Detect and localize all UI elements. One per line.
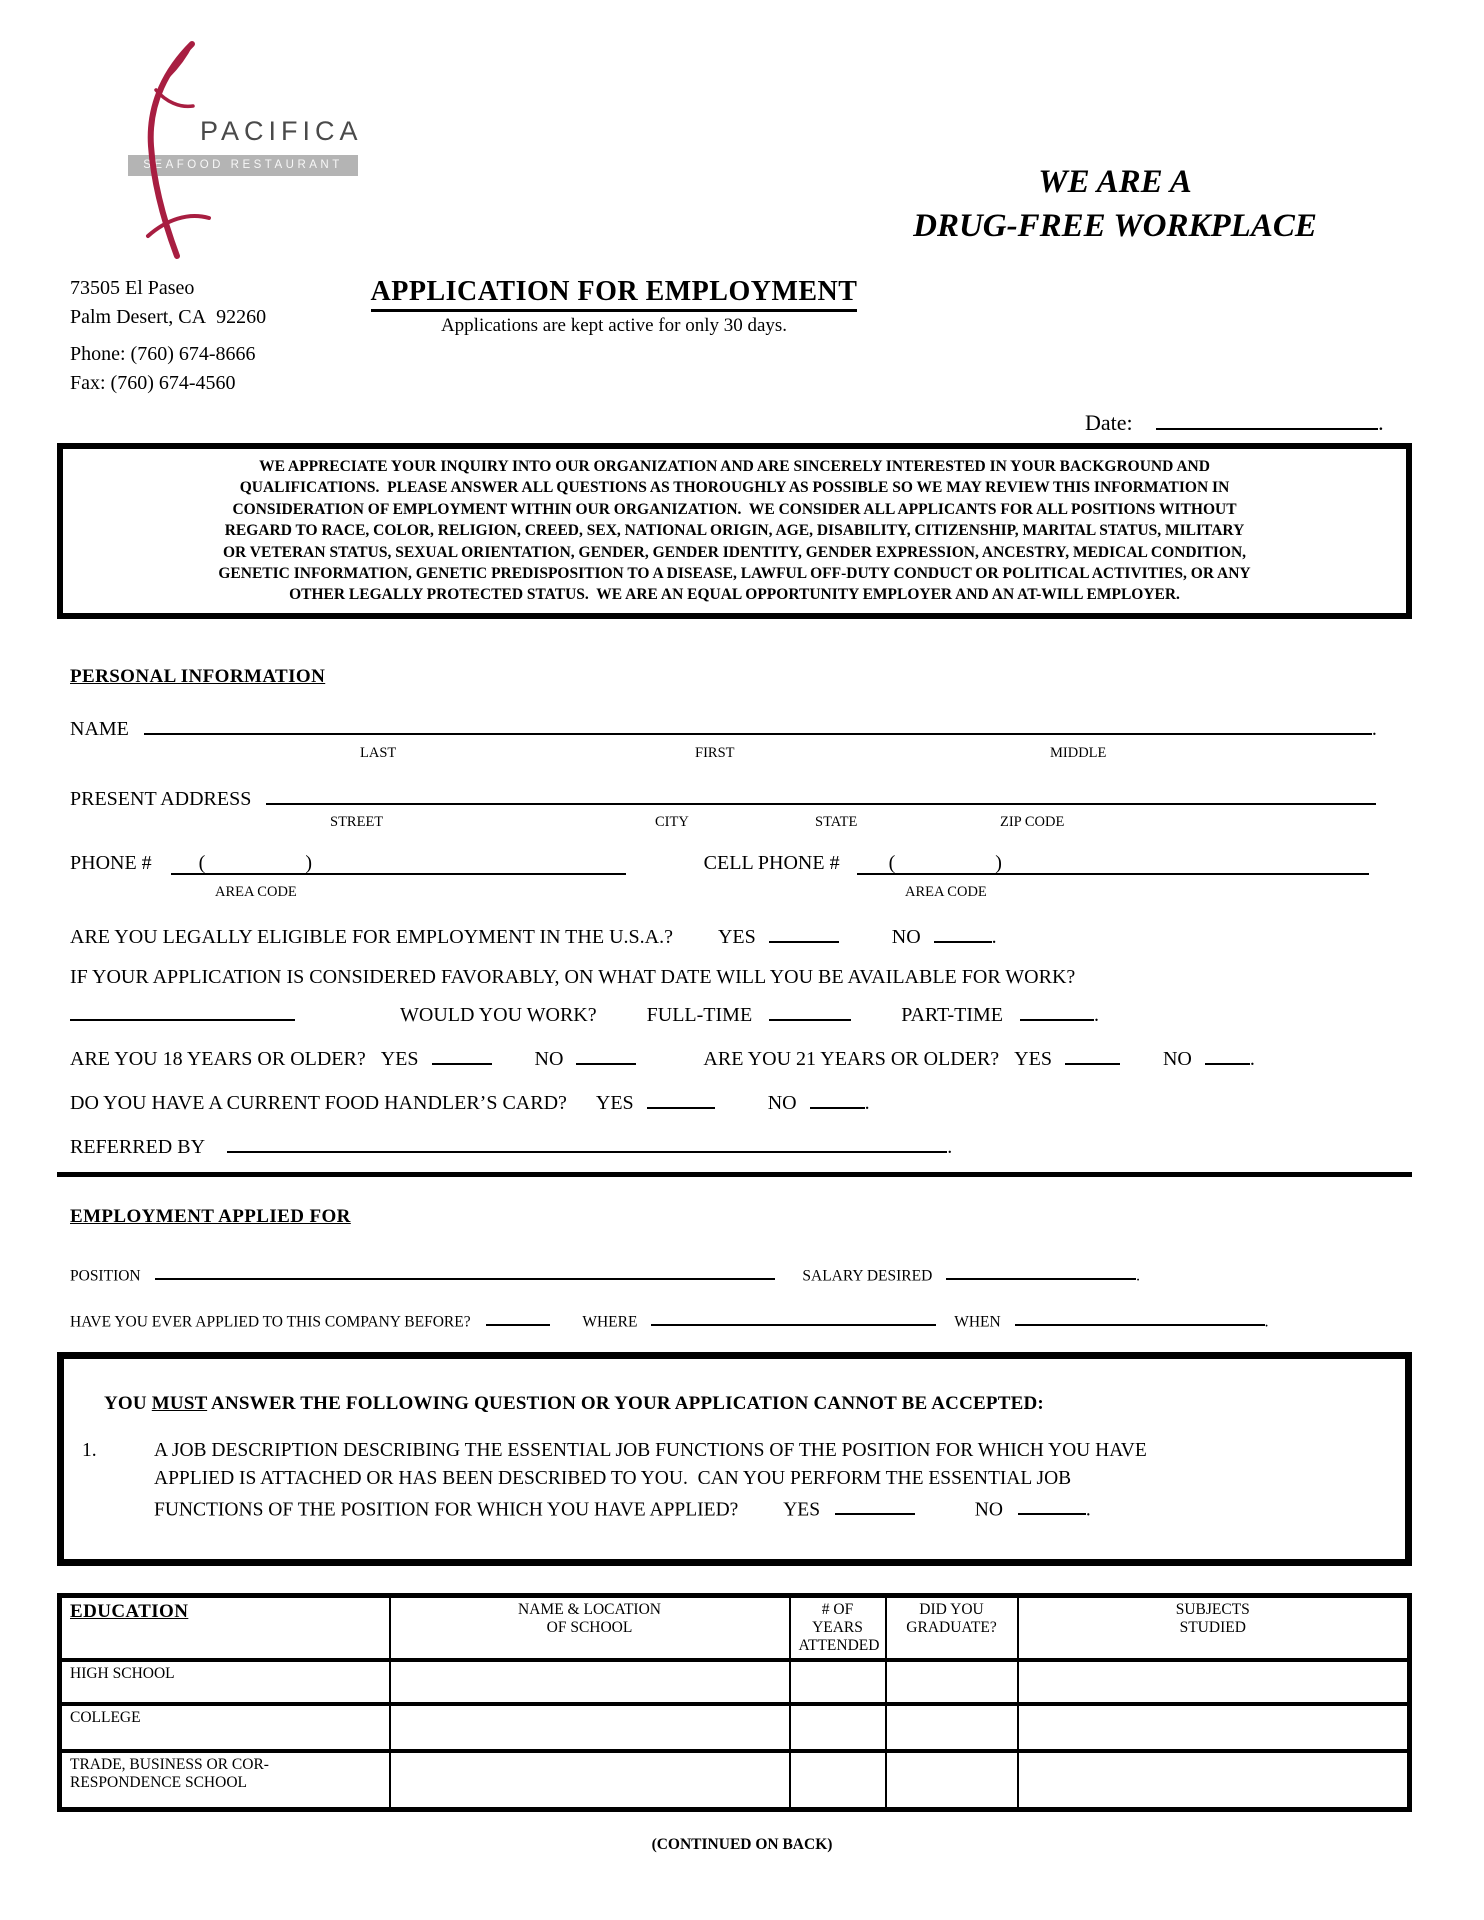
- age21-yes-blank[interactable]: [1065, 1042, 1120, 1065]
- row-label-trade-line2: RESPONDENCE SCHOOL: [70, 1774, 247, 1791]
- education-cell-trade-school[interactable]: [390, 1751, 790, 1809]
- age18-question: ARE YOU 18 YEARS OR OLDER?: [70, 1048, 366, 1070]
- notice-line: WE APPRECIATE YOUR INQUIRY INTO OUR ORGANIZATION AND ARE SINCERELY INTERESTED IN YOUR BACKGROUND AND: [259, 458, 1210, 475]
- present-address-field-blank[interactable]: [266, 782, 1376, 805]
- banner-line1: WE ARE A: [1038, 164, 1192, 200]
- date-label: Date:: [1085, 410, 1133, 436]
- must-item-line3: [154, 1493, 1375, 1524]
- education-cell-trade-subjects[interactable]: [1018, 1751, 1410, 1809]
- cell-paren-close: ): [995, 852, 1002, 874]
- cell-phone-label: CELL PHONE #: [703, 852, 840, 874]
- education-cell-college-school[interactable]: [390, 1704, 790, 1751]
- food-period: .: [864, 1092, 870, 1114]
- row-label-high-school: [60, 1660, 390, 1704]
- notice-line: OTHER LEGALLY PROTECTED STATUS. WE ARE AN EQUAL OPPORTUNITY EMPLOYER AND AN AT-WILL EMPLOYER.: [289, 586, 1180, 604]
- where-label: WHERE: [582, 1313, 638, 1331]
- eligible-no-blank[interactable]: [934, 920, 992, 943]
- employment-heading: EMPLOYMENT APPLIED FOR: [70, 1206, 351, 1227]
- state-sublabel: STATE: [815, 814, 858, 830]
- age18-yes-blank[interactable]: [432, 1042, 492, 1065]
- available-question: IF YOUR APPLICATION IS CONSIDERED FAVORABLY, ON WHAT DATE WILL YOU BE AVAILABLE FOR WORK?: [70, 966, 1076, 988]
- col-header-school-line2: OF SCHOOL: [546, 1619, 633, 1636]
- notice-line: REGARD TO RACE, COLOR, RELIGION, CREED, SEX, NATIONAL ORIGIN, AGE, DISABILITY, CITIZENSHIP, MARITAL STATUS, MILITARY: [224, 522, 1245, 540]
- last-name-sublabel: LAST: [360, 745, 397, 761]
- logo-wordmark: PACIFICA: [200, 116, 363, 146]
- salary-blank[interactable]: [946, 1262, 1136, 1280]
- age21-yes-label: YES: [1014, 1048, 1052, 1070]
- phone-paren-close: ): [305, 852, 313, 874]
- age21-no-blank[interactable]: [1205, 1042, 1250, 1065]
- food-handler-question: DO YOU HAVE A CURRENT FOOD HANDLER’S CARD?: [70, 1092, 567, 1114]
- education-heading-cell: [60, 1596, 390, 1661]
- continued-on-back-note: (CONTINUED ON BACK): [651, 1836, 833, 1853]
- zip-sublabel: ZIP CODE: [1000, 814, 1065, 830]
- col-header-school-line1: NAME & LOCATION: [518, 1601, 661, 1618]
- must-item-number: 1.: [82, 1440, 97, 1461]
- applied-period: .: [1264, 1313, 1269, 1331]
- food-no-label: NO: [767, 1092, 797, 1114]
- col-header-years: [790, 1596, 886, 1661]
- age21-question: ARE YOU 21 YEARS OR OLDER?: [703, 1048, 1000, 1070]
- row-label-high-school-line1: HIGH SCHOOL: [70, 1665, 175, 1682]
- age-row: [70, 1042, 1255, 1071]
- personal-info-heading: PERSONAL INFORMATION: [70, 666, 326, 687]
- street-sublabel: STREET: [330, 814, 384, 830]
- logo-tagline-bar: SEAFOOD RESTAURANT: [128, 155, 358, 176]
- food-handler-row: [70, 1086, 870, 1115]
- col-header-subjects: [1018, 1596, 1410, 1661]
- phone-line: Phone: (760) 674-8666: [70, 343, 256, 365]
- must-heading-post: ANSWER THE FOLLOWING QUESTION OR YOUR APPLICATION CANNOT BE ACCEPTED:: [207, 1393, 1044, 1414]
- row-label-trade-school: [60, 1751, 390, 1809]
- must-answer-box: [57, 1352, 1412, 1566]
- equal-opportunity-notice-box: [57, 443, 1412, 619]
- available-question-row: [70, 966, 1075, 989]
- col-header-graduate-line2: GRADUATE?: [906, 1619, 997, 1636]
- where-blank[interactable]: [651, 1308, 936, 1326]
- when-label: WHEN: [954, 1313, 1001, 1331]
- education-table: [57, 1593, 1412, 1812]
- banner-line2: DRUG-FREE WORKPLACE: [913, 208, 1317, 244]
- referred-by-blank[interactable]: [227, 1130, 947, 1153]
- available-date-blank[interactable]: [70, 998, 295, 1021]
- must-yes-label: YES: [783, 1499, 821, 1521]
- address-line2: Palm Desert, CA 92260: [70, 306, 267, 328]
- full-time-blank[interactable]: [769, 998, 851, 1021]
- eligible-yes-label: YES: [717, 926, 756, 948]
- applied-before-row: [70, 1308, 1268, 1331]
- date-field-blank[interactable]: [1156, 405, 1378, 430]
- must-item-line1: A JOB DESCRIPTION DESCRIBING THE ESSENTIAL JOB FUNCTIONS OF THE POSITION FOR WHICH YOU HAVE: [154, 1440, 1147, 1461]
- age18-no-label: NO: [534, 1048, 564, 1070]
- education-cell-highschool-years[interactable]: [790, 1660, 886, 1704]
- position-period: .: [1136, 1267, 1141, 1285]
- would-work-row: [70, 998, 1099, 1027]
- present-address-label: PRESENT ADDRESS: [70, 788, 252, 810]
- phone-row: [70, 852, 1369, 875]
- cell-phone-field-blank[interactable]: [857, 852, 1369, 875]
- must-period: .: [1085, 1499, 1091, 1521]
- when-blank[interactable]: [1015, 1308, 1265, 1326]
- name-period: .: [1371, 718, 1377, 740]
- date-period: .: [1378, 410, 1384, 436]
- would-work-period: .: [1093, 1004, 1099, 1026]
- col-header-subjects-line2: STUDIED: [1179, 1619, 1246, 1636]
- must-heading-pre: YOU: [104, 1393, 152, 1414]
- date-row: [1085, 405, 1384, 436]
- row-label-college-line1: COLLEGE: [70, 1709, 141, 1726]
- education-cell-college-years[interactable]: [790, 1704, 886, 1751]
- salary-desired-label: SALARY DESIRED: [802, 1267, 933, 1285]
- col-header-school: [390, 1596, 790, 1661]
- eligible-yes-blank[interactable]: [769, 920, 839, 943]
- food-yes-label: YES: [595, 1092, 634, 1114]
- eligible-period: .: [991, 926, 997, 948]
- must-item-line3-text: FUNCTIONS OF THE POSITION FOR WHICH YOU HAVE APPLIED?: [154, 1499, 739, 1521]
- age-period: .: [1249, 1048, 1255, 1070]
- part-time-label: PART-TIME: [901, 1004, 1003, 1026]
- age18-yes-label: YES: [380, 1048, 419, 1070]
- phone-field-blank[interactable]: [171, 852, 626, 875]
- page-subtitle: Applications are kept active for only 30 days.: [440, 315, 788, 336]
- eligible-row: [70, 920, 997, 949]
- education-heading: EDUCATION: [70, 1601, 189, 1622]
- part-time-blank[interactable]: [1020, 998, 1094, 1021]
- col-header-years-line2: ATTENDED: [798, 1637, 880, 1654]
- col-header-subjects-line1: SUBJECTS: [1175, 1601, 1250, 1618]
- name-field-blank[interactable]: [144, 712, 1372, 735]
- age21-no-label: NO: [1162, 1048, 1192, 1070]
- fish-logo-icon: [132, 40, 222, 260]
- middle-name-sublabel: MIDDLE: [1050, 745, 1107, 761]
- must-heading-underlined: MUST: [151, 1393, 208, 1414]
- phone-number-label: PHONE #: [70, 852, 152, 874]
- row-label-trade-line1: TRADE, BUSINESS OR COR-: [70, 1756, 269, 1773]
- section-divider-rule: [57, 1172, 1412, 1177]
- must-yes-blank[interactable]: [835, 1493, 915, 1515]
- must-no-blank[interactable]: [1018, 1493, 1086, 1515]
- position-row: [70, 1262, 1140, 1285]
- education-cell-college-subjects[interactable]: [1018, 1704, 1410, 1751]
- would-work-label: WOULD YOU WORK?: [400, 1004, 597, 1026]
- col-header-graduate-line1: DID YOU: [919, 1601, 984, 1618]
- food-no-blank[interactable]: [810, 1086, 865, 1109]
- education-cell-highschool-graduate[interactable]: [886, 1660, 1018, 1704]
- eligible-no-label: NO: [891, 926, 921, 948]
- referred-by-row: [70, 1130, 952, 1159]
- must-no-label: NO: [974, 1499, 1003, 1521]
- position-label: POSITION: [70, 1267, 141, 1285]
- must-item-line2: APPLIED IS ATTACHED OR HAS BEEN DESCRIBED TO YOU. CAN YOU PERFORM THE ESSENTIAL JOB: [154, 1468, 1072, 1489]
- notice-line: QUALIFICATIONS. PLEASE ANSWER ALL QUESTIONS AS THOROUGHLY AS POSSIBLE SO WE MAY REVIEW THIS INFORMATION IN: [239, 479, 1230, 497]
- city-sublabel: CITY: [655, 814, 689, 830]
- title-block: [334, 276, 894, 337]
- referred-period: .: [947, 1136, 953, 1158]
- must-answer-heading: [104, 1393, 1405, 1415]
- col-header-graduate: [886, 1596, 1018, 1661]
- education-cell-highschool-school[interactable]: [390, 1660, 790, 1704]
- education-cell-highschool-subjects[interactable]: [1018, 1660, 1410, 1704]
- address-line1: 73505 El Paseo: [70, 277, 195, 299]
- full-time-label: FULL-TIME: [646, 1004, 753, 1026]
- applied-before-blank[interactable]: [486, 1308, 550, 1326]
- eligible-question: ARE YOU LEGALLY ELIGIBLE FOR EMPLOYMENT IN THE U.S.A.?: [70, 926, 673, 948]
- education-cell-trade-years[interactable]: [790, 1751, 886, 1809]
- notice-line: OR VETERAN STATUS, SEXUAL ORIENTATION, GENDER, GENDER IDENTITY, GENDER EXPRESSION, ANCESTRY, MEDICAL CONDITION,: [222, 543, 1247, 561]
- phone-area-code-sublabel: AREA CODE: [215, 884, 297, 900]
- page-title: APPLICATION FOR EMPLOYMENT: [371, 276, 858, 312]
- food-yes-blank[interactable]: [647, 1086, 715, 1109]
- referred-by-label: REFERRED BY: [70, 1136, 205, 1158]
- applied-before-question: HAVE YOU EVER APPLIED TO THIS COMPANY BEFORE?: [70, 1313, 471, 1331]
- first-name-sublabel: FIRST: [695, 745, 735, 761]
- age18-no-blank[interactable]: [576, 1042, 636, 1065]
- name-label: NAME: [70, 718, 129, 740]
- position-blank[interactable]: [155, 1262, 775, 1280]
- notice-line: GENETIC INFORMATION, GENETIC PREDISPOSITION TO A DISEASE, LAWFUL OFF-DUTY CONDUCT OR POLITICAL ACTIVITIES, OR ANY: [218, 565, 1251, 583]
- col-header-years-line1: # OF YEARS: [812, 1601, 863, 1636]
- fax-line: Fax: (760) 674-4560: [70, 372, 236, 394]
- drug-free-banner: [830, 160, 1400, 248]
- name-row: [70, 712, 1377, 741]
- education-cell-college-graduate[interactable]: [886, 1704, 1018, 1751]
- present-address-row: [70, 782, 1376, 811]
- row-label-college: [60, 1704, 390, 1751]
- notice-line: CONSIDERATION OF EMPLOYMENT WITHIN OUR ORGANIZATION. WE CONSIDER ALL APPLICANTS FOR ALL POSITIONS WITHOUT: [232, 500, 1237, 518]
- cell-paren-open: (: [888, 852, 896, 874]
- cell-area-code-sublabel: AREA CODE: [905, 884, 987, 900]
- must-question-item: [82, 1437, 1375, 1524]
- phone-paren-open: (: [198, 852, 206, 874]
- education-cell-trade-graduate[interactable]: [886, 1751, 1018, 1809]
